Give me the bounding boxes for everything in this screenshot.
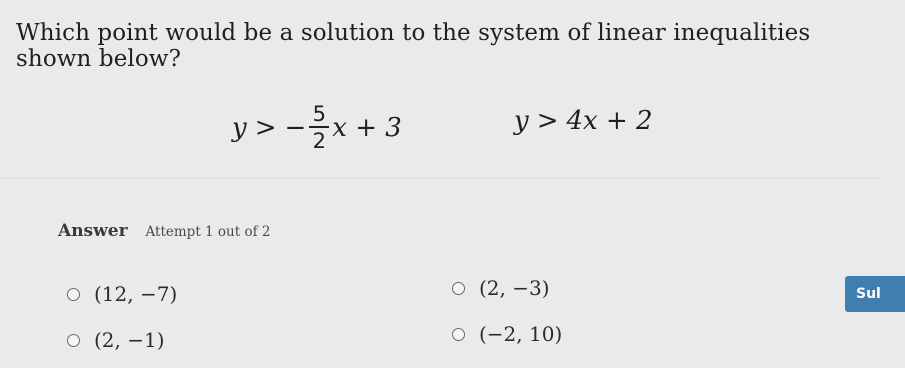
choice-b-label: (2, −3) bbox=[479, 276, 550, 300]
inequality-2 bbox=[514, 106, 653, 136]
answer-label: Answer bbox=[58, 221, 128, 241]
section-divider bbox=[0, 178, 878, 179]
ineq2-lhs: y bbox=[514, 106, 529, 136]
ineq2-rhs: 4x + 2 bbox=[566, 106, 653, 136]
radio-button[interactable] bbox=[452, 282, 465, 295]
inequality-1 bbox=[232, 102, 402, 154]
choice-b[interactable] bbox=[452, 276, 550, 300]
ineq1-operator: > bbox=[254, 113, 277, 143]
choice-a-label: (12, −7) bbox=[94, 282, 178, 306]
ineq1-lhs: y bbox=[232, 113, 247, 143]
ineq2-operator: > bbox=[536, 106, 559, 136]
fraction-denominator: 2 bbox=[312, 129, 326, 153]
radio-button[interactable] bbox=[452, 328, 465, 341]
attempt-counter: Attempt 1 out of 2 bbox=[145, 224, 271, 240]
choice-d-label: (−2, 10) bbox=[479, 322, 563, 346]
ineq1-rest: x + 3 bbox=[332, 113, 402, 143]
fraction-numerator: 5 bbox=[312, 102, 326, 126]
fraction bbox=[309, 102, 329, 154]
choice-a[interactable] bbox=[67, 282, 177, 306]
choice-c[interactable] bbox=[67, 328, 165, 352]
question-text: Which point would be a solution to the system of linear inequalities shown below? bbox=[16, 20, 811, 72]
radio-button[interactable] bbox=[67, 288, 80, 301]
choice-c-label: (2, −1) bbox=[94, 328, 165, 352]
ineq1-sign: − bbox=[284, 113, 307, 143]
choice-d[interactable] bbox=[452, 322, 562, 346]
radio-button[interactable] bbox=[67, 334, 80, 347]
submit-button[interactable]: Sul bbox=[845, 276, 905, 312]
answer-header bbox=[58, 221, 270, 241]
